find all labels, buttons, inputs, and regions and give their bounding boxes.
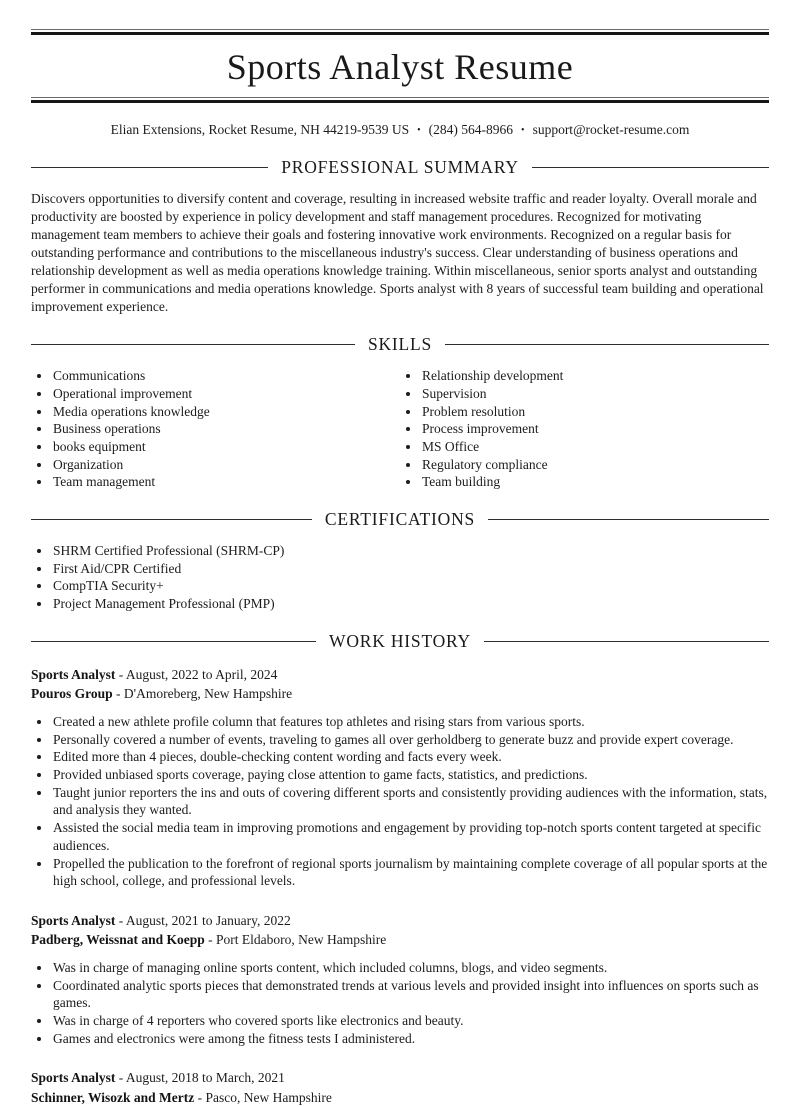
job-company-line (31, 684, 769, 704)
dash-separator: - (115, 666, 126, 682)
contact-phone: (284) 564-8966 (428, 122, 514, 137)
job-dates: August, 2022 to April, 2024 (125, 666, 278, 682)
dash-separator: - (204, 932, 217, 948)
job-bullet: • Created a new athlete profile column that features top athletes and rising stars from various sports. (52, 713, 769, 731)
page-title: Sports Analyst Resume (226, 47, 574, 87)
job-company-line (31, 1088, 769, 1107)
contact-email: support@rocket-resume.com (532, 122, 690, 137)
professional-summary-text: Discovers opportunities to diversify content and coverage, resulting in increased website traffic and reader loyalty. Overall morale and productivity are boosted by experience in policy development and staff management procedures. Recognized for motivating management team members to achieve their goals and fostering innovative work environments. Recognized on a regular basis for outstanding performance and contributions to the miscellaneous industry's success. Clear understanding of business operations and relationship development as well as media operations knowledge training. Within miscellaneous, senior sports analyst and outstanding performer in communications and media operations knowledge. Sports analyst with 8 years of successful team building and operational improvement experience. (31, 190, 764, 315)
job-title: Sports Analyst (31, 912, 116, 928)
job-bullet: • Coordinated analytic sports pieces that demonstrated trends at various levels and provided insight into influences on sports such as games. (52, 977, 769, 1012)
skill-item: • Team building (421, 473, 769, 491)
skill-item: • Problem resolution (421, 403, 769, 421)
job-company: Schinner, Wisozk and Mertz (31, 1089, 195, 1105)
job-title-line (31, 665, 769, 685)
skills-list-right (400, 367, 769, 491)
job-location: D'Amoreberg, New Hampshire (123, 686, 293, 702)
contact-location: Elian Extensions, Rocket Resume, NH 44219-9539 US (110, 122, 410, 137)
section-divider-line (31, 167, 268, 168)
skill-item: • Operational improvement (52, 385, 400, 403)
job-entry (31, 1068, 769, 1107)
skill-item: • books equipment (52, 438, 400, 456)
job-title-line (31, 1068, 769, 1088)
section-title: WORK HISTORY (329, 630, 471, 651)
section-heading-skills (31, 334, 769, 355)
title-divider (31, 97, 769, 103)
job-title: Sports Analyst (31, 1070, 116, 1086)
job-bullet-list (31, 959, 769, 1048)
job-bullet: • Personally covered a number of events, traveling to games all over gerholdberg to generate buzz and provide expert coverage. (52, 731, 769, 749)
job-bullet: • Propelled the publication to the forefront of regional sports journalism by maintaining complete coverage of all popular sports at the high school, college, and professional levels. (52, 855, 769, 890)
skill-item: • Supervision (421, 385, 769, 403)
skill-item: • Business operations (52, 420, 400, 438)
section-divider-line (532, 167, 769, 168)
certification-item: • CompTIA Security+ (52, 577, 769, 595)
skill-item: • Process improvement (421, 420, 769, 438)
section-title: SKILLS (367, 334, 433, 355)
job-bullet: • Edited more than 4 pieces, double-checking content wording and facts every week. (52, 748, 769, 766)
job-dates: August, 2021 to January, 2022 (125, 912, 291, 928)
job-bullet: • Was in charge of managing online sports content, which included columns, blogs, and video segments. (52, 959, 769, 977)
dash-separator: - (115, 912, 126, 928)
dash-separator: - (115, 1070, 126, 1086)
section-divider-line (31, 519, 312, 520)
section-divider-line (488, 519, 769, 520)
job-company-line (31, 930, 769, 950)
job-entry (31, 665, 769, 890)
job-location: Port Eldaboro, New Hampshire (216, 932, 387, 948)
section-heading-work-history (31, 631, 769, 652)
dash-separator: - (112, 686, 124, 702)
job-bullet: • Assisted the social media team in improving promotions and engagement by providing top-notch sports content targeted at specific audiences. (52, 819, 769, 854)
job-title: Sports Analyst (31, 666, 116, 682)
contact-separator: • (417, 124, 421, 136)
job-bullet: • Taught junior reporters the ins and outs of covering different sports and consistently providing audiences with the information, stats, and analysis they wanted. (52, 784, 769, 819)
job-bullet: • Provided unbiased sports coverage, paying close attention to game facts, statistics, and predictions. (52, 766, 769, 784)
section-heading-certifications (31, 509, 769, 530)
job-location: Pasco, New Hampshire (205, 1089, 332, 1105)
skill-item: • Regulatory compliance (421, 456, 769, 474)
contact-line (31, 122, 769, 139)
skill-item: • Relationship development (421, 367, 769, 385)
skill-item: • Organization (52, 456, 400, 474)
job-entry (31, 911, 769, 1048)
section-divider-line (31, 641, 316, 642)
job-company: Pouros Group (31, 686, 113, 702)
skills-columns (31, 355, 769, 491)
skill-item: • Communications (52, 367, 400, 385)
job-bullet: • Games and electronics were among the fitness tests I administered. (52, 1030, 769, 1048)
certification-item: • First Aid/CPR Certified (52, 560, 769, 578)
section-title: PROFESSIONAL SUMMARY (281, 156, 519, 177)
certification-item: • SHRM Certified Professional (SHRM-CP) (52, 542, 769, 560)
skill-item: • MS Office (421, 438, 769, 456)
section-divider-line (31, 344, 355, 345)
job-company: Padberg, Weissnat and Koepp (31, 932, 205, 948)
dash-separator: - (194, 1089, 206, 1105)
job-dates: August, 2018 to March, 2021 (125, 1070, 285, 1086)
contact-separator: • (521, 124, 525, 136)
section-divider-line (484, 641, 769, 642)
section-title: CERTIFICATIONS (324, 509, 476, 530)
skill-item: • Media operations knowledge (52, 403, 400, 421)
resume-document (0, 29, 800, 1105)
job-title-line (31, 911, 769, 931)
skills-list-left (31, 367, 400, 491)
skill-item: • Team management (52, 473, 400, 491)
job-bullet: • Was in charge of 4 reporters who covered sports like electronics and beauty. (52, 1012, 769, 1030)
section-divider-line (445, 344, 769, 345)
certification-item: • Project Management Professional (PMP) (52, 595, 769, 613)
job-bullet-list (31, 713, 769, 890)
section-heading-professional-summary (31, 157, 769, 178)
certifications-list (31, 542, 769, 613)
